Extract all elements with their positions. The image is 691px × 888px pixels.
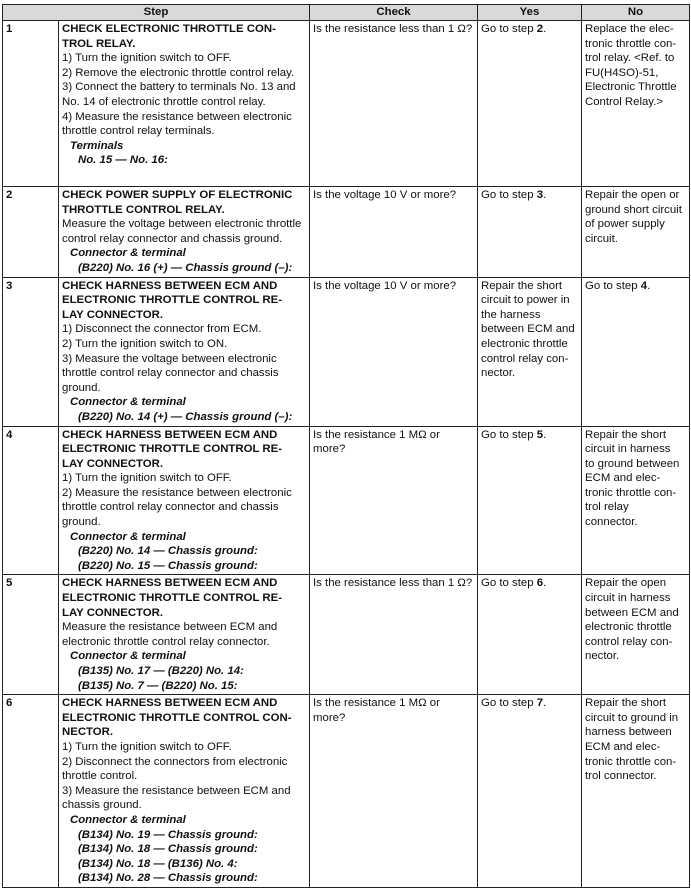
step-number: 2 xyxy=(3,187,59,278)
step-text-line: 2) Turn the ignition switch to ON. xyxy=(62,337,228,350)
step-number: 4 xyxy=(3,426,59,575)
no-text-line: control relay con- xyxy=(585,635,673,648)
terminal-label: Terminals xyxy=(70,139,124,152)
no-text-line: ground short circuit xyxy=(585,203,682,216)
yes-text-line: nector. xyxy=(481,367,516,380)
step-text-line: 1) Turn the ignition switch to OFF. xyxy=(62,472,232,485)
step-text-line: electronic throttle control relay connector. xyxy=(62,635,270,648)
no-cell xyxy=(582,575,690,695)
step-text-line: 3) Measure the voltage between electronic xyxy=(62,352,277,365)
yes-step-link: 5 xyxy=(536,428,544,441)
terminal-spec: (B134) No. 18 — (B136) No. 4: xyxy=(78,857,238,870)
yes-suffix: . xyxy=(543,577,547,590)
no-text-line: circuit in harness xyxy=(585,443,671,456)
step-description xyxy=(59,575,310,695)
table-row xyxy=(3,187,690,278)
step-title-line: ELECTRONIC THROTTLE CONTROL RE- xyxy=(62,294,282,307)
header-check: Check xyxy=(310,5,478,21)
terminal-spec: (B220) No. 14 (+) — Chassis ground (–): xyxy=(78,410,293,423)
no-text-line: circuit to ground in xyxy=(585,711,679,724)
header-no: No xyxy=(582,5,690,21)
no-text-line: ECM and elec- xyxy=(585,740,661,753)
step-title-line: NECTOR. xyxy=(62,726,114,739)
no-text-line: trol connector. xyxy=(585,770,657,783)
step-title-line: ELECTRONIC THROTTLE CONTROL CON- xyxy=(62,711,292,724)
step-title-line: CHECK ELECTRONIC THROTTLE CON- xyxy=(62,23,276,35)
step-number: 3 xyxy=(3,277,59,426)
step-title-line: LAY CONNECTOR. xyxy=(62,308,164,321)
yes-prefix: Go to step xyxy=(481,577,537,590)
step-text-line: 1) Turn the ignition switch to OFF. xyxy=(62,740,232,753)
terminal-spec: (B134) No. 18 — Chassis ground: xyxy=(78,843,258,856)
no-text-line: Repair the open xyxy=(585,577,667,590)
header-step: Step xyxy=(3,5,310,21)
no-text-line: trol relay xyxy=(585,501,629,514)
yes-cell xyxy=(478,575,582,695)
yes-suffix: . xyxy=(543,428,547,441)
no-text-line: Electronic Throttle xyxy=(585,81,677,94)
yes-text-line: circuit to power in xyxy=(481,294,570,307)
header-row xyxy=(3,5,690,21)
yes-cell xyxy=(478,21,582,187)
step-title-line: CHECK HARNESS BETWEEN ECM AND xyxy=(62,428,278,441)
check-text-line: more? xyxy=(313,711,346,724)
yes-text-line: Repair the short xyxy=(481,279,563,292)
step-text-line: throttle control relay terminals. xyxy=(62,125,215,138)
check-cell: Is the voltage 10 V or more? xyxy=(310,277,478,426)
yes-cell xyxy=(478,277,582,426)
terminal-spec: (B135) No. 7 — (B220) No. 15: xyxy=(78,679,238,692)
no-text-line: Replace the elec- xyxy=(585,23,674,35)
no-cell xyxy=(582,187,690,278)
step-number: 1 xyxy=(3,21,59,187)
no-text-line: FU(H4SO)-51, xyxy=(585,66,659,79)
no-text-line: nector. xyxy=(585,650,620,663)
yes-suffix: . xyxy=(543,189,547,201)
no-cell xyxy=(582,21,690,187)
terminal-spec: (B134) No. 19 — Chassis ground: xyxy=(78,828,258,841)
step-title-line: CHECK HARNESS BETWEEN ECM AND xyxy=(62,577,278,590)
no-text-line: to ground between xyxy=(585,457,680,470)
terminal-spec: No. 15 — No. 16: xyxy=(78,154,168,167)
step-text-line: Measure the resistance between ECM and xyxy=(62,621,278,634)
check-cell: Is the resistance less than 1 Ω? xyxy=(310,575,478,695)
step-title-line: LAY CONNECTOR. xyxy=(62,606,164,619)
header-yes: Yes xyxy=(478,5,582,21)
no-text-line: tronic throttle con- xyxy=(585,486,677,499)
no-cell xyxy=(582,277,690,426)
check-cell: Is the resistance less than 1 Ω? xyxy=(310,21,478,187)
connector-terminal-label: Connector & terminal xyxy=(70,650,186,663)
no-cell xyxy=(582,695,690,888)
table-row xyxy=(3,21,690,187)
yes-prefix: Go to step xyxy=(481,428,537,441)
yes-prefix: Go to step xyxy=(481,697,537,710)
no-cell xyxy=(582,426,690,575)
yes-step-link: 3 xyxy=(536,189,544,201)
no-text-line: circuit in harness xyxy=(585,592,671,605)
no-text-line: tronic throttle con- xyxy=(585,37,677,50)
step-number: 6 xyxy=(3,695,59,888)
step-description xyxy=(59,277,310,426)
step-text-line: 1) Disconnect the connector from ECM. xyxy=(62,323,262,336)
step-text-line: 2) Disconnect the connectors from electronic xyxy=(62,755,288,768)
yes-text-line: electronic throttle xyxy=(481,337,568,350)
yes-suffix: . xyxy=(543,23,547,35)
step-title-line: ELECTRONIC THROTTLE CONTROL RE- xyxy=(62,592,282,605)
yes-cell xyxy=(478,695,582,888)
connector-terminal-label: Connector & terminal xyxy=(70,530,186,543)
step-text-line: No. 14 of electronic throttle control relay. xyxy=(62,95,266,108)
step-title-line: CHECK HARNESS BETWEEN ECM AND xyxy=(62,697,278,710)
no-text-line: ECM and elec- xyxy=(585,472,661,485)
step-title-line: THROTTLE CONTROL RELAY. xyxy=(62,203,225,216)
terminal-spec: (B135) No. 17 — (B220) No. 14: xyxy=(78,665,244,677)
yes-step-link: 2 xyxy=(536,23,544,35)
table-row xyxy=(3,575,690,695)
check-cell xyxy=(310,695,478,888)
no-text-line: circuit. xyxy=(585,232,618,245)
step-text-line: 3) Connect the battery to terminals No. 13 and xyxy=(62,81,296,94)
yes-prefix: Go to step xyxy=(481,23,537,35)
yes-text-line: between ECM and xyxy=(481,323,575,336)
no-text-line: Repair the short xyxy=(585,428,667,441)
step-title-line: CHECK HARNESS BETWEEN ECM AND xyxy=(62,279,278,292)
connector-terminal-label: Connector & terminal xyxy=(70,396,186,409)
terminal-spec: (B134) No. 28 — Chassis ground: xyxy=(78,872,258,885)
step-text-line: ground. xyxy=(62,381,101,394)
no-text-line: between ECM and xyxy=(585,606,679,619)
step-description xyxy=(59,695,310,888)
check-text-line: Is the resistance 1 MΩ or xyxy=(313,428,440,441)
yes-prefix: Go to step xyxy=(481,189,537,201)
yes-cell xyxy=(478,426,582,575)
diagnostic-table xyxy=(2,4,690,888)
no-text-line: electronic throttle xyxy=(585,621,672,634)
step-text-line: 3) Measure the resistance between ECM and xyxy=(62,784,291,797)
step-text-line: ground. xyxy=(62,516,101,529)
table-row xyxy=(3,277,690,426)
check-cell xyxy=(310,426,478,575)
step-text-line: Measure the voltage between electronic throttle xyxy=(62,218,302,231)
no-text-line: Repair the open or xyxy=(585,189,680,201)
step-text-line: control relay connector and chassis ground. xyxy=(62,232,283,245)
yes-step-link: 6 xyxy=(536,577,544,590)
step-description xyxy=(59,187,310,278)
no-text-line: Repair the short xyxy=(585,697,667,710)
yes-text-line: control relay con- xyxy=(481,352,569,365)
table-row xyxy=(3,695,690,888)
step-text-line: chassis ground. xyxy=(62,799,142,812)
check-text-line: Is the resistance 1 MΩ or xyxy=(313,697,440,710)
step-title-line: LAY CONNECTOR. xyxy=(62,457,164,470)
no-text-line: trol relay. <Ref. to xyxy=(585,52,675,65)
no-text-line: harness between xyxy=(585,726,672,739)
no-text-line: Control Relay.> xyxy=(585,95,663,108)
terminal-spec: (B220) No. 14 — Chassis ground: xyxy=(78,545,258,558)
step-description xyxy=(59,21,310,187)
yes-text-line: the harness xyxy=(481,308,541,321)
step-text-line: throttle control relay connector and chassis xyxy=(62,501,279,514)
step-text-line: 2) Remove the electronic throttle control relay. xyxy=(62,66,295,79)
no-text-line: connector. xyxy=(585,516,638,529)
step-title-line: ELECTRONIC THROTTLE CONTROL RE- xyxy=(62,443,282,456)
step-title-line: CHECK POWER SUPPLY OF ELECTRONIC xyxy=(62,189,293,201)
yes-cell xyxy=(478,187,582,278)
connector-terminal-label: Connector & terminal xyxy=(70,813,186,826)
terminal-spec: (B220) No. 15 — Chassis ground: xyxy=(78,559,258,572)
no-step-link: 4 xyxy=(640,279,648,292)
terminal-spec: (B220) No. 16 (+) — Chassis ground (–): xyxy=(78,261,293,274)
step-number: 5 xyxy=(3,575,59,695)
no-text-line: tronic throttle con- xyxy=(585,755,677,768)
yes-step-link: 7 xyxy=(536,697,544,710)
connector-terminal-label: Connector & terminal xyxy=(70,247,186,260)
no-prefix: Go to step xyxy=(585,279,641,292)
table-row xyxy=(3,426,690,575)
step-description xyxy=(59,426,310,575)
step-text-line: throttle control. xyxy=(62,770,138,783)
yes-suffix: . xyxy=(543,697,547,710)
step-text-line: throttle control relay connector and chassis xyxy=(62,367,279,380)
step-title-line: TROL RELAY. xyxy=(62,37,136,50)
no-text-line: of power supply xyxy=(585,218,665,231)
step-text-line: 4) Measure the resistance between electronic xyxy=(62,110,292,123)
no-suffix: . xyxy=(647,279,651,292)
step-text-line: 2) Measure the resistance between electronic xyxy=(62,486,292,499)
step-text-line: 1) Turn the ignition switch to OFF. xyxy=(62,52,232,65)
check-cell: Is the voltage 10 V or more? xyxy=(310,187,478,278)
check-text-line: more? xyxy=(313,443,346,456)
